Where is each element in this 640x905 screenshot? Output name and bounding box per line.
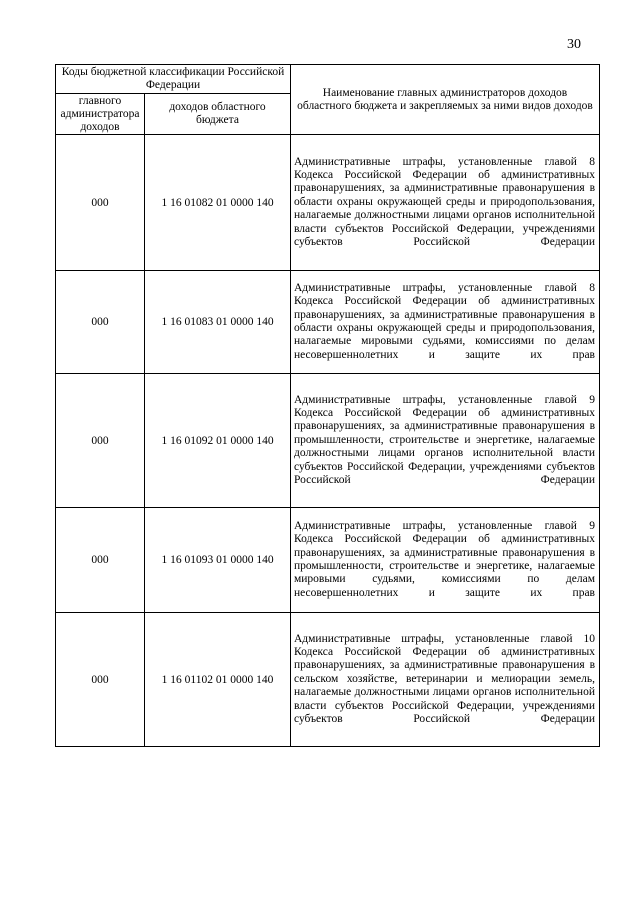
table-row — [56, 508, 600, 613]
income-code-cell: 1 16 01082 01 0000 140 — [145, 135, 291, 271]
description-cell: Административные штрафы, установленные главой 9 Кодекса Российской Федерации об административных правонарушениях, за административные правонарушения в промышленности, строительстве и энергетике, налагаемые мировыми судьями, комиссиями по делам несовершеннолетних и защите их прав — [291, 508, 600, 613]
admin-code-cell: 000 — [56, 374, 145, 508]
description-cell: Административные штрафы, установленные главой 10 Кодекса Российской Федерации об административных правонарушениях, за административные правонарушения в сельском хозяйстве, ветеринарии и мелиорации земель, налагаемые должностными лицами органов исполнительной власти субъектов Российской Федерации, учреждениями субъектов Российской Федерации — [291, 613, 600, 747]
income-code-cell: 1 16 01102 01 0000 140 — [145, 613, 291, 747]
table-row — [56, 613, 600, 747]
income-code-cell: 1 16 01083 01 0000 140 — [145, 271, 291, 374]
description-cell: Административные штрафы, установленные главой 9 Кодекса Российской Федерации об административных правонарушениях, за административные правонарушения в промышленности, строительстве и энергетике, налагаемые должностными лицами органов исполнительной власти субъектов Российской Федерации, учреждениями субъектов Российской Федерации — [291, 374, 600, 508]
admin-code-cell: 000 — [56, 508, 145, 613]
income-code-cell: 1 16 01093 01 0000 140 — [145, 508, 291, 613]
table-row — [56, 374, 600, 508]
description-cell: Административные штрафы, установленные главой 8 Кодекса Российской Федерации об административных правонарушениях, за административные правонарушения в области охраны окружающей среды и природопользования, налагаемые должностными лицами органов исполнительной власти субъектов Российской Федерации, учреждениями субъектов Российской Федерации — [291, 135, 600, 271]
header-income-code: доходов областного бюджета — [145, 94, 291, 135]
admin-code-cell: 000 — [56, 135, 145, 271]
header-administrator-name: Наименование главных администраторов доходов областного бюджета и закрепляемых за ними видов доходов — [291, 65, 600, 135]
description-cell: Административные штрафы, установленные главой 8 Кодекса Российской Федерации об административных правонарушениях, за административные правонарушения в области охраны окружающей среды и природопользования, налагаемые мировыми судьями, комиссиями по делам несовершеннолетних и защите их прав — [291, 271, 600, 374]
admin-code-cell: 000 — [56, 271, 145, 374]
header-codes-group: Коды бюджетной классификации Российской Федерации — [56, 65, 291, 94]
table-row — [56, 271, 600, 374]
budget-classification-table — [55, 64, 600, 747]
admin-code-cell: 000 — [56, 613, 145, 747]
page-number: 30 — [567, 37, 581, 52]
table-row — [56, 135, 600, 271]
header-admin-code: главного администратора доходов — [56, 94, 145, 135]
income-code-cell: 1 16 01092 01 0000 140 — [145, 374, 291, 508]
